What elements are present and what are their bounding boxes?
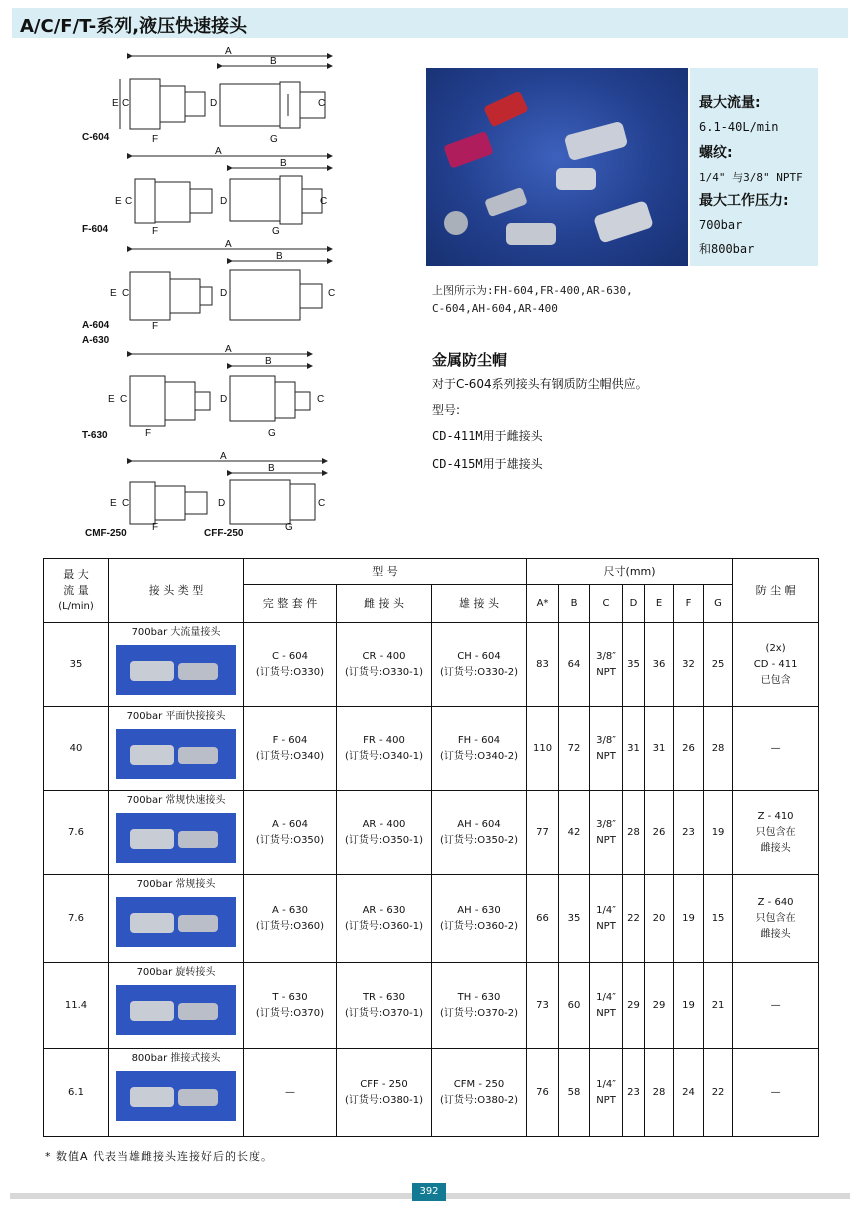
full-kit-order: (订货号:O360)	[255, 920, 325, 932]
female-cell	[337, 875, 432, 963]
dim-f-3: F	[152, 321, 159, 332]
dim-b: 58	[567, 1086, 581, 1098]
product-photo	[426, 68, 688, 266]
header-dim-b: B	[559, 585, 590, 623]
dim-d: 23	[627, 1086, 640, 1098]
drawing-c604	[120, 56, 330, 129]
header-flow	[44, 559, 109, 623]
dim-g-cell	[704, 623, 733, 707]
dim-a-4: A	[225, 344, 232, 355]
full-kit-cell	[244, 623, 337, 707]
header-type: 接 头 类 型	[109, 559, 244, 623]
dim-e-cell	[645, 875, 674, 963]
product-thumbnail	[116, 645, 236, 695]
full-kit-order: (订货号:O330)	[255, 666, 325, 678]
dim-a-cell	[527, 791, 559, 875]
spec-box	[690, 68, 818, 266]
label-c604: C-604	[82, 132, 110, 143]
male-cell	[432, 791, 527, 875]
male-cell	[432, 623, 527, 707]
dim-a: 76	[536, 1086, 549, 1098]
thread-value: 1/4" 与3/8" NPTF	[699, 171, 803, 184]
dim-d-5: D	[218, 498, 226, 509]
female-model: AR - 400	[362, 818, 406, 830]
dust-cap-text: 对于C-604系列接头有钢质防尘帽供应。	[432, 377, 648, 391]
dim-b-3: B	[276, 251, 283, 262]
dim-e: 29	[652, 999, 666, 1011]
dust-cap-item-2: CD-415M用于雄接头	[432, 457, 543, 471]
dim-e-cell	[645, 963, 674, 1049]
dim-g: 22	[711, 1086, 725, 1098]
type-cell	[109, 963, 244, 1049]
photo-caption-line-1: 上图所示为:FH-604,FR-400,AR-630,	[432, 284, 633, 297]
dim-e-cell	[645, 791, 674, 875]
dim-a: 77	[536, 826, 549, 838]
dim-a: 83	[536, 658, 549, 670]
full-kit-model: F - 604	[272, 734, 308, 746]
header-dim-c: C	[590, 585, 623, 623]
dim-c-2: C	[125, 196, 133, 207]
page-title: A/C/F/T-系列,液压快速接头	[20, 16, 248, 37]
table-body	[44, 623, 819, 1137]
dim-b: 60	[567, 999, 581, 1011]
dim-b-cell	[559, 1049, 590, 1137]
dim-e-cell	[645, 707, 674, 791]
dim-c-2: NPT	[596, 920, 616, 932]
type-name: 700bar 常规接头	[136, 879, 216, 890]
male-cell	[432, 707, 527, 791]
female-order: (订货号:O360-1)	[344, 920, 424, 932]
header-flow-3: (L/min)	[58, 600, 94, 612]
dim-c-cell	[590, 707, 623, 791]
female-order: (订货号:O350-1)	[344, 834, 424, 846]
dim-c-4: C	[120, 394, 128, 405]
dim-f-2: F	[152, 226, 159, 237]
dim-e: 28	[652, 1086, 666, 1098]
header-dim-f: F	[674, 585, 704, 623]
dim-g-5: G	[285, 522, 293, 533]
product-thumbnail	[116, 897, 236, 947]
full-kit-model: T - 630	[272, 991, 308, 1003]
dust-cap-cell	[733, 963, 819, 1049]
dim-d-cell	[623, 1049, 645, 1137]
dim-f-cell	[674, 707, 704, 791]
dim-d: 35	[627, 658, 640, 670]
dim-d-cell	[623, 875, 645, 963]
flow-value: 6.1	[68, 1086, 84, 1098]
type-cell	[109, 875, 244, 963]
full-kit-order: (订货号:O350)	[255, 834, 325, 846]
type-cell	[109, 791, 244, 875]
table-row	[44, 791, 819, 875]
flow-value: 7.6	[68, 912, 84, 924]
dim-g-cell	[704, 791, 733, 875]
type-cell	[109, 707, 244, 791]
dim-c-1: 1/4″	[596, 991, 616, 1003]
dust-cap-3: 雌接头	[760, 842, 791, 854]
dim-a-cell	[527, 623, 559, 707]
type-name: 800bar 推接式接头	[131, 1053, 221, 1064]
male-order: (订货号:O340-2)	[439, 750, 519, 762]
female-model: TR - 630	[362, 991, 406, 1003]
technical-drawings	[80, 44, 410, 544]
max-flow-value: 6.1-40L/min	[699, 120, 779, 134]
male-order: (订货号:O350-2)	[439, 834, 519, 846]
dim-c-4b: C	[317, 394, 325, 405]
dim-g-4: G	[268, 428, 276, 439]
title-bar	[12, 8, 848, 38]
full-kit-model: A - 604	[272, 818, 308, 830]
dim-d-2: D	[220, 196, 228, 207]
dust-cap-1: —	[770, 999, 781, 1011]
dim-f-4: F	[145, 428, 152, 439]
dim-c-2: NPT	[596, 666, 616, 678]
max-pressure-label: 最大工作压力:	[699, 193, 789, 209]
dim-d: 29	[627, 999, 640, 1011]
dim-d-4: D	[220, 394, 228, 405]
dim-f-cell	[674, 1049, 704, 1137]
max-pressure-value-1: 700bar	[699, 218, 743, 232]
header-dim-a: A*	[527, 585, 559, 623]
product-thumbnail	[116, 985, 236, 1035]
dust-cap-item-1: CD-411M用于雌接头	[432, 429, 543, 443]
male-order: (订货号:O370-2)	[439, 1007, 519, 1019]
dim-d: 31	[627, 742, 640, 754]
dim-b-cell	[559, 707, 590, 791]
dim-d-cell	[623, 791, 645, 875]
dust-cap-2: 只包含在	[755, 912, 796, 924]
dim-a-2: A	[215, 146, 222, 157]
male-model: AH - 604	[457, 818, 501, 830]
header-dims: 尺寸(mm)	[527, 559, 733, 585]
female-order: (订货号:O380-1)	[344, 1094, 424, 1106]
dim-f: 19	[682, 999, 695, 1011]
dim-e-5: E	[110, 498, 117, 509]
dim-f-1: F	[152, 134, 159, 145]
dim-e-cell	[645, 623, 674, 707]
dust-cap-1: —	[770, 1086, 781, 1098]
dim-g: 15	[711, 912, 725, 924]
dust-cap-3: 已包含	[760, 674, 791, 686]
table-row	[44, 707, 819, 791]
male-order: (订货号:O380-2)	[439, 1094, 519, 1106]
dust-cap-1: —	[770, 742, 781, 754]
dim-c-cell	[590, 623, 623, 707]
dim-f: 32	[682, 658, 695, 670]
dim-f-cell	[674, 791, 704, 875]
dim-a-cell	[527, 963, 559, 1049]
flow-cell	[44, 875, 109, 963]
dim-b-cell	[559, 791, 590, 875]
max-flow-label: 最大流量:	[699, 95, 761, 111]
photo-caption-line-2: C-604,AH-604,AR-400	[432, 302, 558, 315]
spec-table	[43, 558, 819, 1137]
header-dim-d: D	[623, 585, 645, 623]
max-pressure-value-2: 和800bar	[699, 242, 755, 256]
dim-c-2: NPT	[596, 834, 616, 846]
dim-b-cell	[559, 623, 590, 707]
header-full: 完 整 套 件	[244, 585, 337, 623]
footnote: * 数值A 代表当雄雌接头连接好后的长度。	[45, 1150, 274, 1163]
dim-d: 28	[627, 826, 640, 838]
type-name: 700bar 常规快速接头	[126, 795, 226, 806]
male-cell	[432, 963, 527, 1049]
dim-c-3: C	[122, 288, 130, 299]
male-order: (订货号:O330-2)	[439, 666, 519, 678]
dim-g-cell	[704, 963, 733, 1049]
dust-cap-cell	[733, 791, 819, 875]
dim-d-cell	[623, 963, 645, 1049]
dust-cap-cell	[733, 707, 819, 791]
dim-e: 26	[652, 826, 666, 838]
drawing-f604	[130, 156, 330, 224]
flow-cell	[44, 623, 109, 707]
dim-a-cell	[527, 707, 559, 791]
dim-c-cell	[590, 875, 623, 963]
female-model: CR - 400	[362, 650, 406, 662]
dim-b-5: B	[268, 463, 275, 474]
dim-d-cell	[623, 707, 645, 791]
dim-c-2: NPT	[596, 750, 616, 762]
table-row	[44, 963, 819, 1049]
dim-f: 19	[682, 912, 695, 924]
dim-b: 64	[567, 658, 581, 670]
dim-b: 72	[567, 742, 581, 754]
flow-cell	[44, 707, 109, 791]
dim-g: 25	[711, 658, 725, 670]
female-model: CFF - 250	[360, 1078, 408, 1090]
male-model: FH - 604	[457, 734, 501, 746]
thread-label: 螺纹:	[699, 145, 733, 161]
female-cell	[337, 791, 432, 875]
header-cap: 防 尘 帽	[733, 559, 819, 623]
dim-b-cell	[559, 875, 590, 963]
dim-d-cell	[623, 623, 645, 707]
header-model: 型 号	[244, 559, 527, 585]
dim-e-4: E	[108, 394, 115, 405]
label-t630: T-630	[82, 430, 108, 441]
dim-b-2: B	[280, 158, 287, 169]
dim-g-cell	[704, 707, 733, 791]
male-model: TH - 630	[457, 991, 501, 1003]
male-model: AH - 630	[457, 904, 501, 916]
full-kit-model: A - 630	[272, 904, 308, 916]
male-cell	[432, 875, 527, 963]
dim-a-1: A	[225, 46, 232, 57]
dim-g-2: G	[272, 226, 280, 237]
dust-cap-cell	[733, 1049, 819, 1137]
dim-a: 110	[532, 742, 553, 754]
dim-c-1: 3/8″	[596, 818, 616, 830]
male-cell	[432, 1049, 527, 1137]
table-row	[44, 623, 819, 707]
flow-value: 11.4	[64, 999, 88, 1011]
dim-c-2b: C	[320, 196, 328, 207]
dust-cap-cell	[733, 875, 819, 963]
dim-c-1: C	[122, 98, 130, 109]
male-model: CFM - 250	[453, 1078, 505, 1090]
full-kit-cell	[244, 875, 337, 963]
dim-a-3: A	[225, 239, 232, 250]
flow-value: 35	[69, 658, 83, 670]
drawing-cmf250	[130, 461, 325, 524]
header-flow-1: 最 大	[63, 567, 89, 581]
dim-e: 36	[652, 658, 666, 670]
page-number: 392	[412, 1183, 446, 1201]
dim-g: 28	[711, 742, 725, 754]
table-row	[44, 875, 819, 963]
dim-b: 35	[567, 912, 581, 924]
full-kit-model: —	[285, 1086, 295, 1098]
product-thumbnail	[116, 729, 236, 779]
dust-cap-1: Z - 640	[757, 896, 794, 908]
flow-value: 40	[69, 742, 83, 754]
table-row	[44, 1049, 819, 1137]
type-cell	[109, 1049, 244, 1137]
dim-c-2: NPT	[596, 1007, 616, 1019]
female-order: (订货号:O330-1)	[344, 666, 424, 678]
dim-c-1: 1/4″	[596, 1078, 616, 1090]
dim-c-2: NPT	[596, 1094, 616, 1106]
flow-cell	[44, 963, 109, 1049]
dim-f: 26	[682, 742, 695, 754]
dim-e-1: E	[112, 98, 119, 109]
dim-d-3: D	[220, 288, 228, 299]
dust-cap-2: CD - 411	[753, 658, 798, 670]
female-order: (订货号:O370-1)	[344, 1007, 424, 1019]
full-kit-cell	[244, 791, 337, 875]
full-kit-model: C - 604	[271, 650, 309, 662]
type-cell	[109, 623, 244, 707]
dim-e: 31	[652, 742, 666, 754]
type-name: 700bar 旋转接头	[136, 967, 216, 978]
dim-d-1: D	[210, 98, 218, 109]
dim-c-cell	[590, 963, 623, 1049]
dim-c-1: 3/8″	[596, 650, 616, 662]
female-model: FR - 400	[363, 734, 405, 746]
label-a630: A-630	[82, 335, 110, 346]
dim-b-4: B	[265, 356, 272, 367]
header-flow-2: 流 量	[63, 583, 89, 597]
flow-cell	[44, 791, 109, 875]
dim-a-cell	[527, 1049, 559, 1137]
product-thumbnail	[116, 813, 236, 863]
female-model: AR - 630	[362, 904, 406, 916]
female-cell	[337, 707, 432, 791]
dust-cap-3: 雌接头	[760, 928, 791, 940]
full-kit-cell	[244, 1049, 337, 1137]
label-cff250: CFF-250	[204, 528, 244, 539]
label-f604: F-604	[82, 224, 109, 235]
dim-b-cell	[559, 963, 590, 1049]
dim-c-1b: C	[318, 98, 326, 109]
dim-a: 73	[536, 999, 549, 1011]
product-thumbnail	[116, 1071, 236, 1121]
header-female: 雌 接 头	[337, 585, 432, 623]
dim-f: 23	[682, 826, 695, 838]
product-photo-art	[426, 68, 688, 266]
dust-cap-1: (2x)	[765, 642, 786, 654]
female-cell	[337, 963, 432, 1049]
dust-cap-2: 只包含在	[755, 826, 796, 838]
dim-c-1: 3/8″	[596, 734, 616, 746]
dim-a-cell	[527, 875, 559, 963]
dim-g: 19	[711, 826, 725, 838]
drawing-t630	[130, 354, 310, 426]
dim-f-cell	[674, 963, 704, 1049]
dim-g-cell	[704, 875, 733, 963]
photo-caption	[432, 282, 732, 318]
dust-cap-cell	[733, 623, 819, 707]
flow-cell	[44, 1049, 109, 1137]
dim-b-1: B	[270, 56, 277, 67]
dim-f-cell	[674, 875, 704, 963]
header-male: 雄 接 头	[432, 585, 527, 623]
dust-cap-title: 金属防尘帽	[432, 351, 508, 369]
dim-c-3b: C	[328, 288, 336, 299]
dim-e-2: E	[115, 196, 122, 207]
dim-g-1: G	[270, 134, 278, 145]
dim-e-cell	[645, 1049, 674, 1137]
flow-value: 7.6	[68, 826, 84, 838]
dim-c-5: C	[122, 498, 130, 509]
female-cell	[337, 623, 432, 707]
male-order: (订货号:O360-2)	[439, 920, 519, 932]
dim-f: 24	[682, 1086, 695, 1098]
drawing-a604	[130, 249, 330, 320]
dim-g: 21	[711, 999, 725, 1011]
dim-g-cell	[704, 1049, 733, 1137]
dim-a: 66	[536, 912, 549, 924]
full-kit-order: (订货号:O370)	[255, 1007, 325, 1019]
dim-a-5: A	[220, 451, 227, 462]
dim-b: 42	[567, 826, 581, 838]
female-cell	[337, 1049, 432, 1137]
type-name: 700bar 平面快接接头	[126, 711, 226, 722]
header-dim-g: G	[704, 585, 733, 623]
dim-e-3: E	[110, 288, 117, 299]
dim-e: 20	[652, 912, 666, 924]
header-dim-e: E	[645, 585, 674, 623]
full-kit-cell	[244, 963, 337, 1049]
dim-c-1: 1/4″	[596, 904, 616, 916]
label-cmf250: CMF-250	[85, 528, 127, 539]
dim-f-cell	[674, 623, 704, 707]
full-kit-cell	[244, 707, 337, 791]
full-kit-order: (订货号:O340)	[255, 750, 325, 762]
dim-c-cell	[590, 791, 623, 875]
dust-cap-1: Z - 410	[757, 810, 794, 822]
dim-f-5: F	[152, 522, 159, 533]
dim-c-5b: C	[318, 498, 326, 509]
male-model: CH - 604	[457, 650, 501, 662]
dim-d: 22	[627, 912, 640, 924]
label-a604: A-604	[82, 320, 110, 331]
type-name: 700bar 大流量接头	[131, 627, 221, 638]
dim-c-cell	[590, 1049, 623, 1137]
female-order: (订货号:O340-1)	[344, 750, 424, 762]
dust-cap-model-label: 型号:	[432, 403, 461, 417]
